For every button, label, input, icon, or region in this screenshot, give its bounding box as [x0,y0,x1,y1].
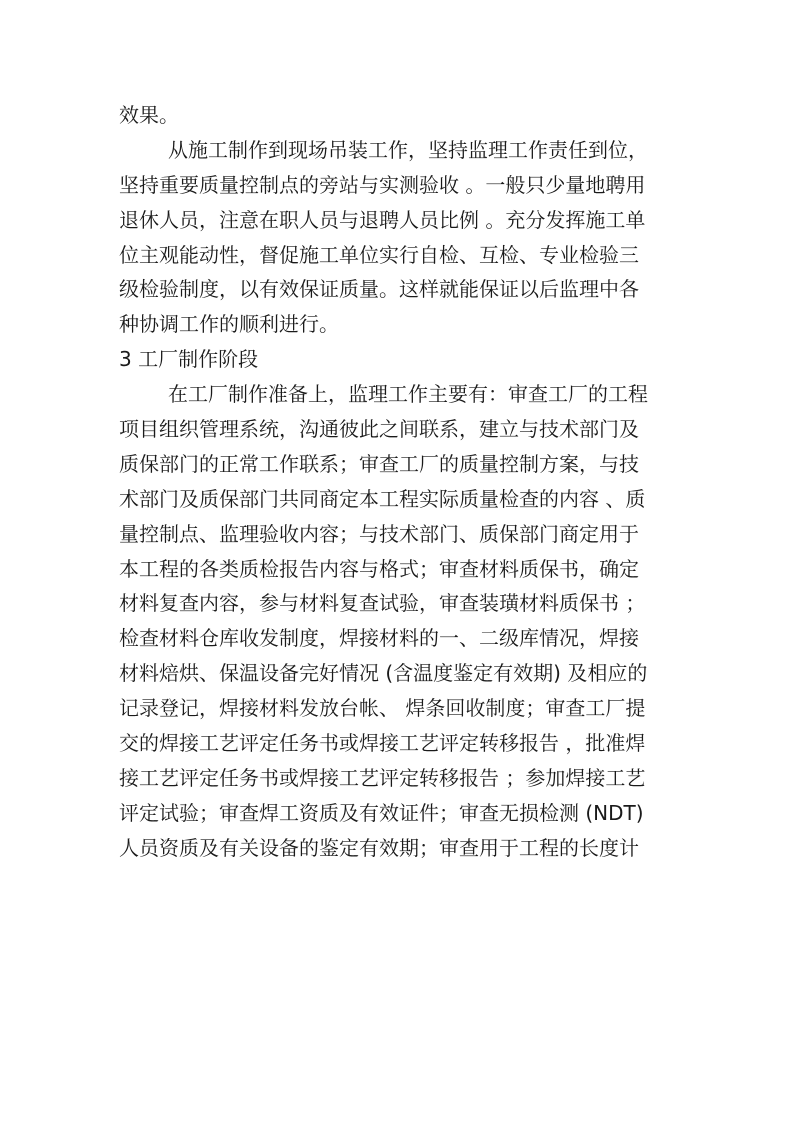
paragraph-line: 质保部门的正常工作联系；审查工厂的质量控制方案，与技 [119,451,639,476]
paragraph-line: 效果。 [119,103,179,127]
paragraph-line: 交的焊接工艺评定任务书或焊接工艺评定转移报告 ，批准焊 [119,731,646,756]
paragraph-line: 术部门及质保部门共同商定本工程实际质量检查的内容 、质 [119,486,646,511]
section-heading: 3 工厂制作阶段 [119,347,259,372]
paragraph-line: 接工艺评定任务书或焊接工艺评定转移报告 ；参加焊接工艺 [119,765,646,790]
paragraph-line: 级检验制度，以有效保证质量。这样就能保证以后监理中各 [119,277,639,302]
paragraph-line: 在工厂制作准备上，监理工作主要有：审查工厂的工程 [168,382,648,407]
paragraph-line: 坚持重要质量控制点的旁站与实测验收 。一般只少量地聘用 [119,172,646,197]
document-body [119,98,681,866]
paragraph-line: 记录登记，焊接材料发放台帐、 焊条回收制度；审查工厂提 [119,696,646,721]
paragraph-line: 量控制点、监理验收内容；与技术部门、质保部门商定用于 [119,521,639,546]
paragraph-line: 材料焙烘、保温设备完好情况 (含温度鉴定有效期) 及相应的 [119,661,648,686]
paragraph-line: 材料复查内容，参与材料复查试验，审查装璜材料质保书 ； [119,591,646,616]
paragraph-line: 种协调工作的顺利进行。 [119,312,339,337]
paragraph-line: 检查材料仓库收发制度，焊接材料的一、二级库情况，焊接 [119,626,639,651]
paragraph-line: 人员资质及有关设备的鉴定有效期；审查用于工程的长度计 [119,835,639,860]
paragraph-line: 退休人员，注意在职人员与退聘人员比例 。充分发挥施工单 [119,207,646,232]
paragraph-line: 从施工制作到现场吊装工作，坚持监理工作责任到位， [168,137,648,162]
paragraph-line: 评定试验；审查焊工资质及有效证件；审查无损检测 (NDT) [119,800,644,825]
paragraph-line: 项目组织管理系统，沟通彼此之间联系，建立与技术部门及 [119,417,639,442]
paragraph-line: 位主观能动性，督促施工单位实行自检、互检、专业检验三 [119,242,639,267]
paragraph-line: 本工程的各类质检报告内容与格式；审查材料质保书，确定 [119,556,639,581]
